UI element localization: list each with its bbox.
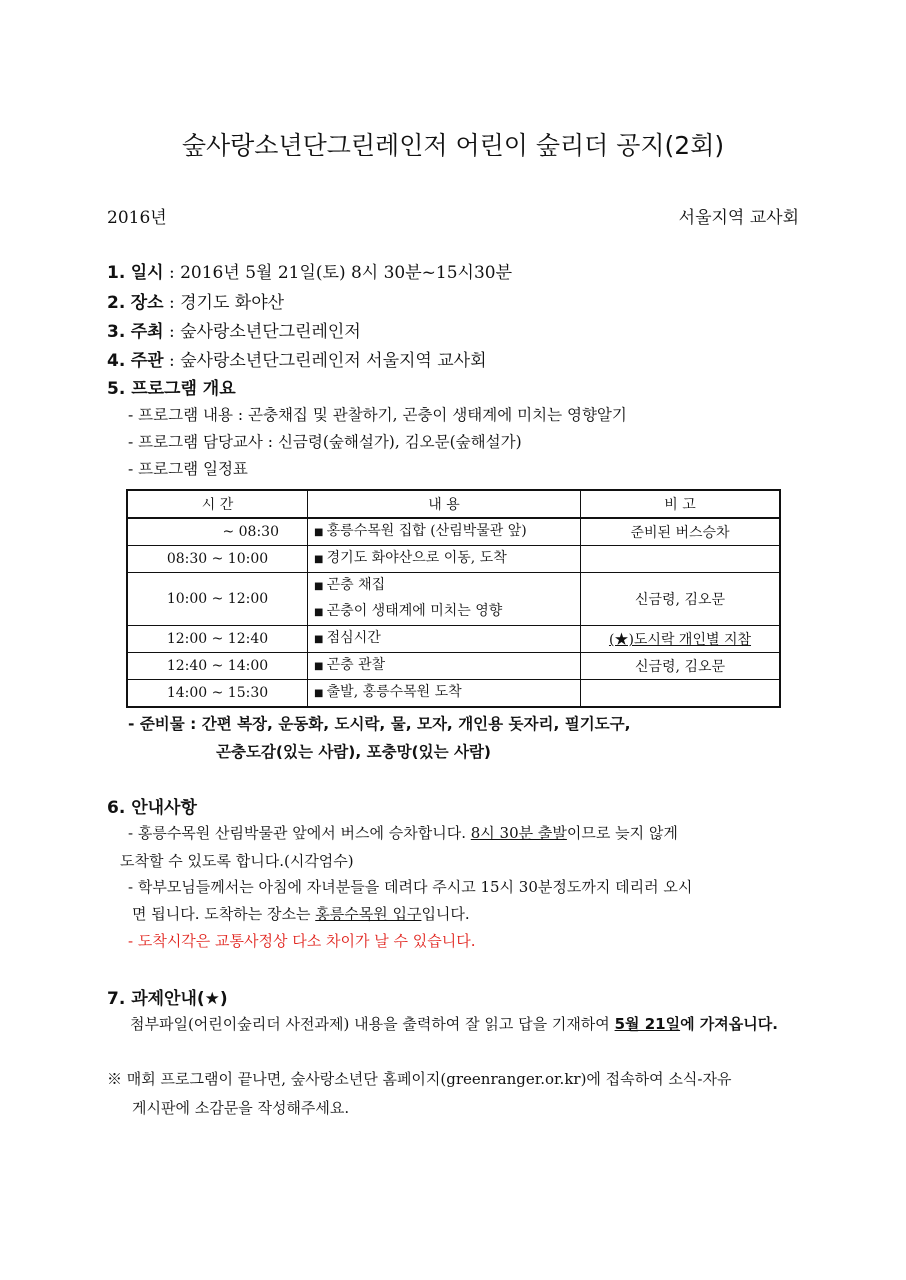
section5-heading: 5. 프로그램 개요	[107, 379, 236, 399]
header-time: 시 간	[127, 490, 308, 518]
table-row	[127, 546, 780, 573]
note-cell	[581, 680, 781, 708]
item-place: 2. 장소 : 경기도 화야산	[107, 293, 285, 313]
year-label: 2016년	[107, 208, 167, 228]
table-row	[127, 680, 780, 708]
activity-cell	[308, 680, 581, 708]
note-cell: 준비된 버스승차	[581, 518, 781, 546]
activity-item: ■ 곤충 채집	[314, 573, 574, 599]
activity-cell	[308, 546, 581, 573]
item-date: 1. 일시 : 2016년 5월 21일(토) 8시 30분~15시30분	[107, 263, 513, 283]
footnote-line2: 게시판에 소감문을 작성해주세요.	[132, 1099, 350, 1117]
page-title: 숲사랑소년단그린레인저 어린이 숲리더 공지(2회)	[181, 131, 725, 160]
schedule-table	[126, 489, 781, 708]
table-row	[127, 518, 780, 546]
section7-heading: 7. 과제안내(★)	[107, 989, 228, 1009]
item-organizer: 4. 주관 : 숲사랑소년단그린레인저 서울지역 교사회	[107, 351, 487, 371]
table-row	[127, 626, 780, 653]
program-schedule-label: - 프로그램 일정표	[128, 460, 248, 478]
section6-heading: 6. 안내사항	[107, 798, 197, 818]
activity-cell	[308, 653, 581, 680]
activity-cell	[308, 573, 581, 626]
notice-2-cont: 면 됩니다. 도착하는 장소는 홍릉수목원 입구입니다.	[132, 905, 470, 923]
time-cell: 10:00 ~ 12:00	[127, 573, 308, 626]
notice-2: - 학부모님들께서는 아침에 자녀분들을 데려다 주시고 15시 30분정도까지 데리러 오시	[128, 878, 693, 896]
item-host: 3. 주최 : 숲사랑소년단그린레인저	[107, 322, 361, 342]
time-cell: ~ 08:30	[127, 518, 308, 546]
notice-1-cont: 도착할 수 있도록 합니다.(시각엄수)	[120, 852, 354, 870]
assignment-text: 첨부파일(어린이숲리더 사전과제) 내용을 출력하여 잘 읽고 답을 기재하여 5월 21일에 가져옵니다.	[130, 1015, 778, 1033]
activity-cell	[308, 518, 581, 546]
note-cell: (★)도시락 개인별 지참	[581, 626, 781, 653]
activity-item: ■ 점심시간	[314, 626, 574, 652]
time-cell: 12:40 ~ 14:00	[127, 653, 308, 680]
note-cell: 신금령, 김오문	[581, 573, 781, 626]
program-teachers: - 프로그램 담당교사 : 신금령(숲해설가), 김오문(숲해설가)	[128, 433, 522, 451]
program-content: - 프로그램 내용 : 곤충채집 및 관찰하기, 곤충이 생태계에 미치는 영향알기	[128, 406, 627, 424]
organization-label: 서울지역 교사회	[678, 208, 799, 228]
activity-item: ■ 곤충이 생태계에 미치는 영향	[314, 599, 574, 625]
activity-item: ■ 경기도 화야산으로 이동, 도착	[314, 546, 574, 572]
supplies-line2: 곤충도감(있는 사람), 포충망(있는 사람)	[216, 743, 492, 761]
note-cell	[581, 546, 781, 573]
notice-1: - 홍릉수목원 산림박물관 앞에서 버스에 승차합니다. 8시 30분 출발이므로 늦지 않게	[128, 824, 678, 842]
footnote-line1: ※ 매회 프로그램이 끝나면, 숲사랑소년단 홈페이지(greenranger.or.kr)에 접속하여 소식-자유	[107, 1070, 732, 1088]
activity-item: ■ 곤충 관찰	[314, 653, 574, 679]
notice-3-warning: - 도착시각은 교통사정상 다소 차이가 날 수 있습니다.	[128, 932, 476, 950]
table-row	[127, 653, 780, 680]
activity-item: ■ 홍릉수목원 집합 (산림박물관 앞)	[314, 519, 574, 545]
table-row	[127, 573, 780, 626]
time-cell: 14:00 ~ 15:30	[127, 680, 308, 708]
supplies-line1: - 준비물 : 간편 복장, 운동화, 도시락, 물, 모자, 개인용 돗자리, 필기도구,	[128, 715, 631, 733]
table-header-row	[127, 490, 780, 518]
activity-item: ■ 출발, 홍릉수목원 도착	[314, 680, 574, 706]
header-content: 내 용	[308, 490, 581, 518]
header-note: 비 고	[581, 490, 781, 518]
time-cell: 08:30 ~ 10:00	[127, 546, 308, 573]
time-cell: 12:00 ~ 12:40	[127, 626, 308, 653]
activity-cell	[308, 626, 581, 653]
note-cell: 신금령, 김오문	[581, 653, 781, 680]
